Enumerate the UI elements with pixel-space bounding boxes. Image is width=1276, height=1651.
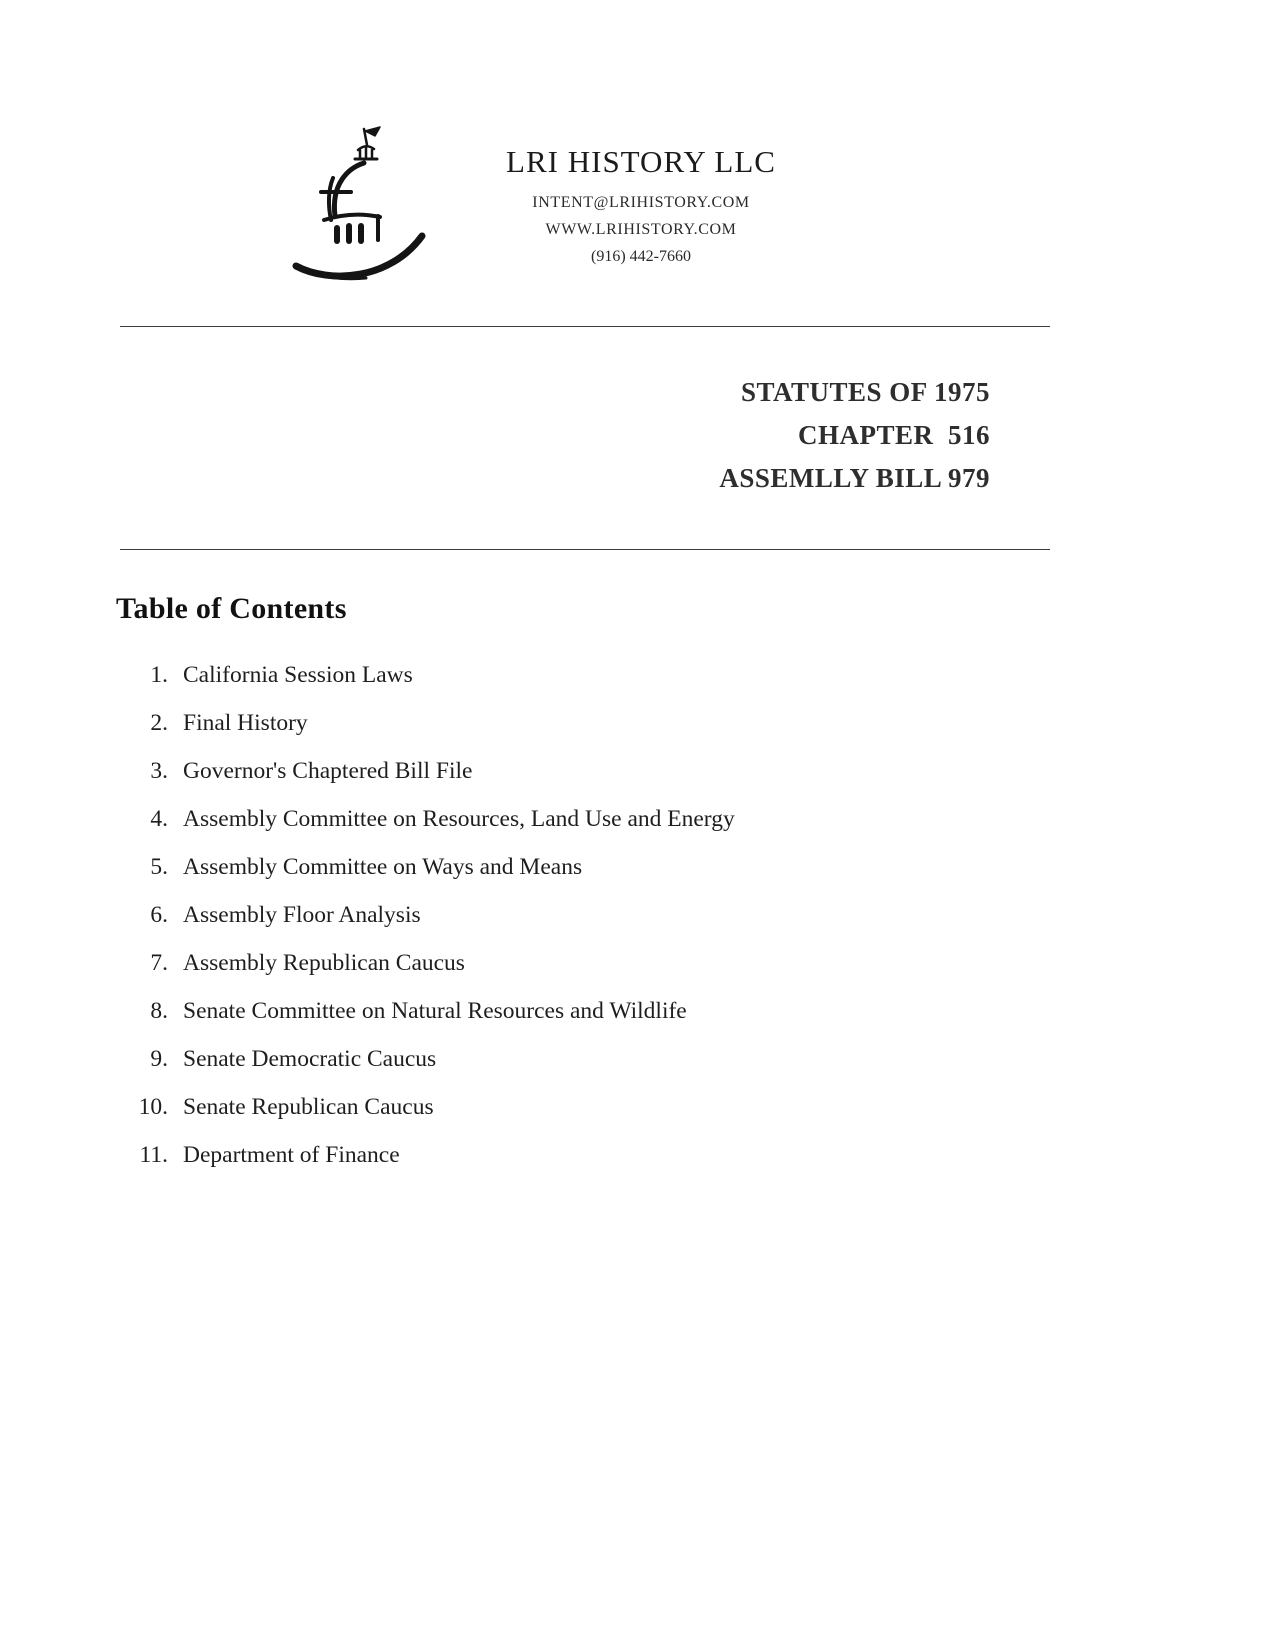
toc-item-text: Senate Committee on Natural Resources and Wildlife bbox=[183, 997, 687, 1024]
toc-item bbox=[120, 806, 1276, 833]
toc-item-text: Department of Finance bbox=[183, 1141, 400, 1168]
toc-item-text: Senate Democratic Caucus bbox=[183, 1045, 437, 1072]
toc-item bbox=[120, 1094, 1276, 1121]
letterhead bbox=[0, 0, 1276, 286]
company-name: LRI HISTORY LLC bbox=[506, 144, 776, 179]
toc-item bbox=[120, 854, 1276, 881]
toc-item bbox=[120, 758, 1276, 785]
toc-item-number: 8. bbox=[150, 997, 168, 1024]
toc-list bbox=[120, 662, 1276, 1169]
company-email: INTENT@LRIHISTORY.COM bbox=[532, 194, 750, 211]
toc-item-number: 9. bbox=[150, 1045, 168, 1072]
toc-item bbox=[120, 998, 1276, 1025]
toc-item bbox=[120, 1046, 1276, 1073]
statute-chapter: CHAPTER 516 bbox=[797, 420, 990, 451]
statute-bill: ASSEMLLY BILL 979 bbox=[719, 463, 990, 494]
toc-item-number: 10. bbox=[138, 1093, 168, 1120]
toc-title: Table of Contents bbox=[116, 591, 347, 625]
toc-item bbox=[120, 1142, 1276, 1169]
toc-item-number: 4. bbox=[150, 805, 168, 832]
toc-item-text: Governor's Chaptered Bill File bbox=[183, 757, 473, 784]
toc-item-number: 6. bbox=[150, 901, 168, 928]
company-contact-block bbox=[476, 144, 806, 266]
divider-bottom bbox=[120, 549, 1050, 550]
toc-item-text: Assembly Floor Analysis bbox=[183, 901, 421, 928]
toc-item-number: 11. bbox=[139, 1141, 168, 1168]
toc-item bbox=[120, 662, 1276, 689]
toc-item-number: 2. bbox=[150, 709, 168, 736]
toc-item-number: 1. bbox=[150, 661, 168, 688]
toc-item bbox=[120, 710, 1276, 737]
toc-item bbox=[120, 902, 1276, 929]
toc-item-text: Senate Republican Caucus bbox=[183, 1093, 434, 1120]
company-website: WWW.LRIHISTORY.COM bbox=[545, 221, 737, 238]
capitol-logo-icon bbox=[288, 126, 438, 286]
toc-item-text: Final History bbox=[183, 709, 308, 736]
toc-item-number: 5. bbox=[150, 853, 168, 880]
toc-item-number: 3. bbox=[150, 757, 168, 784]
toc-item-text: Assembly Committee on Ways and Means bbox=[183, 853, 583, 880]
toc-item bbox=[120, 950, 1276, 977]
toc-item-text: California Session Laws bbox=[183, 661, 413, 688]
statute-title-block bbox=[0, 371, 990, 501]
toc-item-text: Assembly Republican Caucus bbox=[183, 949, 465, 976]
toc-item-number: 7. bbox=[150, 949, 168, 976]
toc-item-text: Assembly Committee on Resources, Land Use and Energy bbox=[183, 805, 735, 832]
statute-year: STATUTES OF 1975 bbox=[740, 377, 990, 407]
company-phone: (916) 442-7660 bbox=[591, 248, 691, 265]
divider-top bbox=[120, 326, 1050, 327]
